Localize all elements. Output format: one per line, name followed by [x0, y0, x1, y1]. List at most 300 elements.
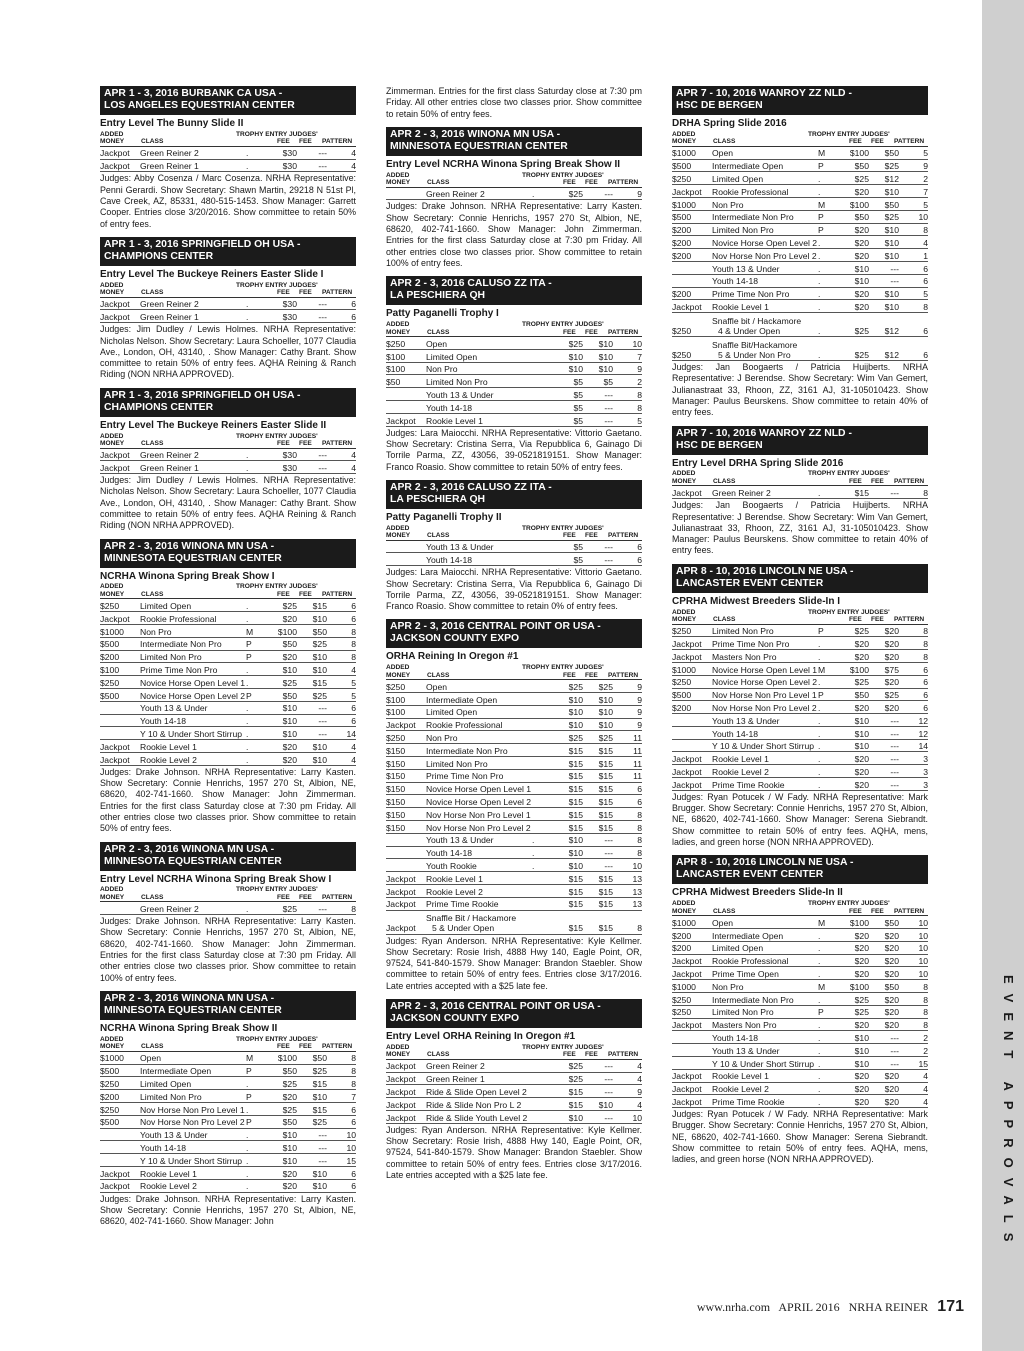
trophy-code: . — [818, 1018, 844, 1031]
added-money — [100, 701, 140, 714]
table-row — [672, 313, 928, 337]
class-name-line: Green Reiner 1 — [140, 161, 199, 172]
class-table — [386, 337, 642, 427]
class-name-line: Novice Horse Open Level 2 — [712, 677, 818, 688]
class-name-line: Nov Horse Non Pro Level 2 — [426, 822, 531, 833]
trophy-code: P — [246, 1115, 272, 1128]
entry-fee: $100 — [844, 147, 872, 159]
header-pattern: PATTERN — [322, 1043, 353, 1051]
added-money: $500 — [672, 159, 712, 172]
class-table-header — [672, 131, 928, 147]
pattern-number: 7 — [330, 1090, 356, 1103]
judges-fee: --- — [300, 727, 330, 740]
class-name-line: Green Reiner 2 — [140, 148, 199, 159]
trophy-code — [532, 910, 558, 934]
judges-fee: $20 — [872, 1095, 902, 1108]
judges-fee: $10 — [300, 752, 330, 765]
judges-fee: --- — [586, 413, 616, 426]
entry-fee: $25 — [558, 731, 586, 744]
trophy-code — [532, 1072, 558, 1085]
class-name — [426, 910, 532, 934]
class-name — [712, 223, 818, 236]
header-entry-fee: FEE — [563, 179, 576, 187]
class-name — [140, 689, 246, 702]
class-name-line: Intermediate Open — [712, 161, 784, 172]
class-name — [712, 714, 818, 727]
show-name: Patty Paganelli Trophy I — [386, 308, 499, 320]
judges-fee: $12 — [872, 337, 902, 361]
table-row — [100, 599, 356, 611]
trophy-code: M — [246, 625, 272, 638]
entry-fee: $15 — [558, 769, 586, 782]
table-row — [100, 689, 356, 702]
event-venue: LANCASTER EVENT CENTER — [676, 869, 824, 881]
judges-fee: $20 — [872, 992, 902, 1005]
class-name — [712, 249, 818, 262]
header-added: ADDED — [386, 321, 410, 329]
class-name-line: Green Reiner 1 — [140, 463, 199, 473]
class-name-line: Green Reiner 2 — [140, 450, 199, 461]
table-row — [672, 274, 928, 287]
class-name-line: Green Reiner 1 — [140, 312, 199, 323]
entry-fee: $10 — [844, 261, 872, 274]
entry-fee: $15 — [558, 1098, 586, 1111]
trophy-code: . — [532, 833, 558, 846]
table-row — [386, 884, 642, 897]
class-name-line: Non Pro — [140, 626, 172, 637]
class-name — [140, 1052, 246, 1064]
judges-fee: $15 — [586, 782, 616, 795]
judges-fee: $10 — [872, 287, 902, 300]
added-money: Jackpot — [672, 778, 712, 791]
event-header — [100, 539, 356, 568]
judges-fee: $15 — [586, 795, 616, 808]
entry-fee: $30 — [272, 147, 300, 159]
trophy-code — [532, 705, 558, 718]
trophy-code: . — [818, 1031, 844, 1044]
added-money: $1000 — [672, 980, 712, 993]
table-row — [100, 298, 356, 310]
header-pattern: PATTERN — [894, 616, 925, 624]
class-name-line-2: 4 & Under Open — [718, 326, 781, 337]
show-name: Entry Level The Bunny Slide II — [100, 118, 244, 129]
table-row — [386, 362, 642, 375]
entry-fee: $20 — [272, 740, 300, 753]
header-money: MONEY — [672, 907, 697, 915]
judges-fee: $25 — [586, 731, 616, 744]
event-date-location: APR 7 - 10, 2016 WANROY ZZ NLD - — [676, 88, 852, 99]
class-name-line: Non Pro — [712, 981, 744, 992]
trophy-code: P — [246, 689, 272, 702]
entry-fee: $20 — [844, 701, 872, 714]
trophy-code — [532, 872, 558, 885]
class-name — [712, 1056, 818, 1069]
pattern-number: 6 — [902, 662, 928, 675]
header-trophy-entry-judges: TROPHY ENTRY JUDGES' — [236, 432, 318, 440]
trophy-code: P — [818, 210, 844, 223]
class-name — [712, 147, 818, 159]
entry-fee: $20 — [844, 300, 872, 313]
added-money — [672, 726, 712, 739]
class-name — [712, 967, 818, 980]
class-name — [426, 362, 532, 375]
added-money: Jackpot — [672, 637, 712, 650]
added-money — [100, 714, 140, 727]
class-name-line-2: 5 & Under Non Pro — [718, 350, 791, 361]
class-name — [712, 688, 818, 701]
class-name — [140, 1064, 246, 1077]
added-money: Jackpot — [672, 300, 712, 313]
header-trophy-entry-judges: TROPHY ENTRY JUDGES' — [808, 130, 890, 138]
pattern-number: 4 — [902, 1095, 928, 1108]
table-row — [386, 693, 642, 706]
event-notes: Judges: Jim Dudley / Lewis Holmes. NRHA Representative: Nicholas Nelson. Show Secretary: Laura Schoeller, 1077 Claudia Ave., London, OH, 43140, . Show Manager: Cathy Brant. Show committee to retain 50% of entry fees. AQHA Reining & Ranch Riding (NON NRHA APPROVED). — [100, 475, 356, 531]
event-date-location: APR 2 - 3, 2016 CALUSO ZZ ITA - — [390, 481, 552, 493]
class-name — [140, 461, 246, 474]
table-row — [386, 769, 642, 782]
class-name-line: Youth 13 & Under — [426, 389, 494, 400]
judges-fee: --- — [872, 778, 902, 791]
pattern-number: 6 — [616, 782, 642, 795]
class-name — [712, 765, 818, 778]
entry-fee: $50 — [844, 159, 872, 172]
entry-fee: $25 — [844, 1005, 872, 1018]
header-class: CLASS — [713, 616, 736, 624]
header-added: ADDED — [386, 171, 410, 179]
entry-fee: $25 — [558, 1072, 586, 1085]
added-money: Jackpot — [386, 1098, 426, 1111]
entry-fee: $15 — [558, 756, 586, 769]
class-table-header — [386, 172, 642, 188]
class-name-line: Youth 13 & Under — [712, 715, 780, 726]
trophy-code: . — [246, 612, 272, 625]
judges-fee: $20 — [872, 967, 902, 980]
judges-fee: --- — [300, 1154, 330, 1167]
class-name-line: Prime Time Non Pro — [426, 771, 504, 782]
table-row — [100, 1154, 356, 1167]
header-added: ADDED — [100, 432, 124, 440]
table-row — [100, 676, 356, 689]
added-money: Jackpot — [100, 147, 140, 159]
trophy-code: P — [818, 159, 844, 172]
event-notes: Judges: Jan Boogaerts / Patricia Huijberts. NRHA Representative: J Berendse. Show Secretary: Wim Van Gemert, Julianastraat 33, Rhoon, ZZ, 3161 AJ, 31-105010423. Show Manager: Paulus Beurskens. Show committee to retain 40% of entry fees. — [672, 500, 928, 556]
class-name-line: Green Reiner 2 — [712, 488, 771, 499]
judges-fee: $10 — [300, 1090, 330, 1103]
entry-fee: $20 — [844, 752, 872, 765]
event-notes: Judges: Ryan Anderson. NRHA Representative: Kyle Kellmer. Show Secretary: Rosie Irish, 4888 Hwy 140, Eagle Point, OR, 97524, 541-840-1579. Show Manager: Brandon Staebler. Show committee to retain 50% of entry fees. Entries close 3/17/2016. Late entries accepted with a $25 late fee. — [386, 1124, 642, 1180]
class-name-line: Open — [426, 338, 448, 349]
entry-fee: $25 — [844, 992, 872, 1005]
class-name-line: Youth 14-18 — [140, 1142, 187, 1153]
judges-fee: --- — [300, 701, 330, 714]
judges-fee: --- — [586, 1085, 616, 1098]
judges-fee: $50 — [872, 980, 902, 993]
header-entry-fee: FEE — [849, 138, 862, 146]
table-row — [672, 765, 928, 778]
pattern-number: 9 — [616, 693, 642, 706]
entry-fee: $20 — [844, 249, 872, 262]
class-name-line: Youth 14-18 — [140, 716, 187, 727]
trophy-code: . — [818, 1095, 844, 1108]
pattern-number: 2 — [902, 1044, 928, 1057]
header-money: MONEY — [386, 328, 411, 336]
added-money: $150 — [386, 756, 426, 769]
added-money: $1000 — [672, 147, 712, 159]
trophy-code: . — [818, 486, 844, 498]
pattern-number: 10 — [616, 1111, 642, 1124]
trophy-code: . — [818, 261, 844, 274]
entry-fee: $10 — [844, 1044, 872, 1057]
judges-fee: $10 — [300, 650, 330, 663]
pattern-number: 10 — [902, 210, 928, 223]
table-row — [100, 625, 356, 638]
class-name-line: Masters Non Pro — [712, 1020, 777, 1031]
class-name — [426, 769, 532, 782]
class-name — [426, 884, 532, 897]
footer-url[interactable]: www.nrha.com — [696, 1300, 771, 1314]
header-pattern: PATTERN — [894, 907, 925, 915]
table-row — [672, 337, 928, 361]
trophy-code: M — [818, 662, 844, 675]
event-venue: LANCASTER EVENT CENTER — [676, 577, 824, 589]
added-money — [386, 846, 426, 859]
entry-fee: $15 — [558, 1085, 586, 1098]
event-notes: Judges: Drake Johnson. NRHA Representative: Larry Kasten. Show Secretary: Connie Henrichs, 1957 270 St, Albion, NE, 68620, 402-741-1660. Show Manager: John Zimmerman. Entries for the first class Saturday close at 7:30 pm Friday. All other entries close two classes prior. Show committee to retain 100% of entry fees. — [100, 916, 356, 983]
class-name-line: Limited Open — [140, 1078, 192, 1089]
header-judges-fee: FEE — [299, 138, 312, 146]
show-name: Entry Level The Buckeye Reiners Easter Slide I — [100, 268, 324, 280]
event-notes: Judges: Drake Johnson. NRHA Representative: Larry Kasten. Show Secretary: Connie Henrichs, 1957 270 St, Albion, NE, 68620, 402-741-1660. Show Manager: John Zimmerman. Entries for the first class Saturday close at 7:30 pm Friday. All other entries close two classes prior. Show committee to retain 50% of entry fees. — [100, 766, 356, 834]
header-trophy-entry-judges: TROPHY ENTRY JUDGES' — [236, 130, 318, 138]
header-class: CLASS — [141, 893, 164, 901]
event-date-location: APR 2 - 3, 2016 CALUSO ZZ ITA - — [390, 278, 552, 290]
class-name — [426, 680, 532, 692]
event-venue: MINNESOTA EQUESTRIAN CENTER — [104, 552, 282, 564]
entry-fee: $50 — [272, 1115, 300, 1128]
class-name — [712, 701, 818, 714]
class-name — [140, 1154, 246, 1167]
class-name — [426, 795, 532, 808]
pattern-number: 12 — [902, 726, 928, 739]
event-listing — [100, 991, 356, 1227]
event-date-location: APR 8 - 10, 2016 LINCOLN NE USA - — [676, 857, 854, 869]
entry-fee: $50 — [272, 1064, 300, 1077]
table-row — [672, 701, 928, 714]
class-name-line: Prime Time Non Pro — [140, 665, 218, 676]
entry-fee: $20 — [272, 752, 300, 765]
pattern-number: 6 — [330, 1102, 356, 1115]
pattern-number: 6 — [330, 298, 356, 310]
event-venue: HSC DE BERGEN — [676, 439, 763, 451]
class-name-line: Limited Non Pro — [426, 758, 488, 769]
class-name-line: Masters Non Pro — [712, 651, 777, 662]
trophy-code: . — [818, 1069, 844, 1082]
entry-fee: $100 — [844, 197, 872, 210]
header-class: CLASS — [427, 532, 450, 540]
class-name-line: Novice Horse Open Level 1 — [426, 784, 532, 795]
event-header — [100, 237, 356, 266]
entry-fee: $25 — [844, 313, 872, 337]
added-money: $250 — [100, 676, 140, 689]
pattern-number: 8 — [616, 820, 642, 833]
added-money: $100 — [386, 705, 426, 718]
class-name — [712, 261, 818, 274]
class-name — [140, 625, 246, 638]
table-row — [386, 859, 642, 872]
pattern-number: 8 — [330, 637, 356, 650]
table-row — [672, 1031, 928, 1044]
added-money: $250 — [100, 1077, 140, 1090]
entry-fee: $15 — [558, 910, 586, 934]
header-trophy-entry-judges: TROPHY ENTRY JUDGES' — [522, 171, 604, 179]
entry-fee: $20 — [844, 236, 872, 249]
class-name — [712, 954, 818, 967]
class-name — [426, 718, 532, 731]
judges-fee: --- — [586, 401, 616, 414]
judges-fee: --- — [586, 1111, 616, 1124]
pattern-number: 4 — [616, 1060, 642, 1072]
pattern-number: 6 — [330, 599, 356, 611]
trophy-code: . — [246, 1154, 272, 1167]
class-name-line: Y 10 & Under Short Stirrup — [140, 1155, 243, 1166]
trophy-code: . — [246, 449, 272, 461]
entry-fee: $20 — [844, 778, 872, 791]
header-money: MONEY — [100, 440, 125, 448]
entry-fee: $10 — [558, 693, 586, 706]
added-money — [386, 541, 426, 553]
pattern-number: 11 — [616, 769, 642, 782]
event-date-location: APR 1 - 3, 2016 SPRINGFIELD OH USA - — [104, 238, 301, 250]
class-name-line: Novice Horse Open Level 2 — [426, 797, 532, 808]
added-money: $100 — [386, 693, 426, 706]
table-row — [672, 223, 928, 236]
added-money: Jackpot — [100, 461, 140, 474]
table-row — [100, 1179, 356, 1192]
trophy-code — [532, 782, 558, 795]
entry-fee: $25 — [844, 625, 872, 637]
judges-fee: $25 — [300, 637, 330, 650]
event-date-location: APR 2 - 3, 2016 CENTRAL POINT OR USA - — [390, 1001, 601, 1013]
trophy-code: . — [532, 846, 558, 859]
added-money: $250 — [386, 680, 426, 692]
judges-fee: $20 — [872, 941, 902, 954]
trophy-code — [532, 349, 558, 362]
trophy-code: . — [246, 714, 272, 727]
trophy-code — [532, 897, 558, 910]
event-notes: Judges: Lara Maiocchi. NRHA Representative: Vittorio Gaetano. Show Secretary: Cristina Serra, Via Repubblica 6, Gainago Di Torrile Parma, ZZ, 43056, 39-0521819151. Show Manager: Franco Roasio. Show committee to retain 50% of entry fees. — [386, 427, 642, 472]
page-footer — [697, 1298, 964, 1316]
pattern-number: 4 — [902, 1069, 928, 1082]
judges-fee: $15 — [300, 1102, 330, 1115]
show-name: ORHA Reining In Oregon #1 — [386, 651, 519, 663]
added-money: $1000 — [672, 197, 712, 210]
pattern-number: 8 — [902, 637, 928, 650]
table-row — [100, 1102, 356, 1115]
entry-fee: $10 — [558, 349, 586, 362]
class-name-line: Limited Non Pro — [140, 1091, 202, 1102]
trophy-code: . — [818, 928, 844, 941]
header-money: MONEY — [100, 1043, 125, 1051]
pattern-number: 8 — [902, 486, 928, 498]
header-entry-fee: FEE — [563, 1051, 576, 1059]
entry-fee: $25 — [844, 337, 872, 361]
trophy-code: . — [246, 902, 272, 914]
added-money: $50 — [386, 375, 426, 388]
class-name-line: Rookie Level 1 — [712, 302, 769, 313]
show-name: Entry Level NCRHA Winona Spring Break Show II — [386, 158, 621, 170]
class-name — [712, 726, 818, 739]
class-name — [426, 820, 532, 833]
pattern-number: 8 — [902, 650, 928, 663]
trophy-code: . — [818, 236, 844, 249]
footer-issue: APRIL 2016 — [778, 1300, 840, 1314]
trophy-code — [532, 362, 558, 375]
added-money: $150 — [386, 744, 426, 757]
class-name — [140, 1090, 246, 1103]
event-date-location: APR 7 - 10, 2016 WANROY ZZ NLD - — [676, 427, 852, 439]
pattern-number: 11 — [616, 731, 642, 744]
class-name-line: Y 10 & Under Short Stirrup — [712, 741, 815, 752]
judges-fee: --- — [300, 159, 330, 172]
entry-fee: $20 — [844, 637, 872, 650]
class-name — [140, 1166, 246, 1179]
judges-fee: $12 — [872, 172, 902, 185]
class-table-header — [386, 1044, 642, 1060]
header-trophy-entry-judges: TROPHY ENTRY JUDGES' — [236, 1035, 318, 1043]
judges-fee: $25 — [872, 688, 902, 701]
header-pattern: PATTERN — [894, 138, 925, 146]
class-name-line: Rookie Level 2 — [712, 766, 769, 777]
pattern-number: 2 — [616, 375, 642, 388]
class-name-line: Youth 14-18 — [712, 728, 759, 739]
judges-fee: $10 — [300, 663, 330, 676]
table-row — [100, 752, 356, 765]
judges-fee: --- — [872, 261, 902, 274]
added-money: $100 — [100, 663, 140, 676]
event-venue: HSC DE BERGEN — [676, 100, 763, 111]
entry-fee: $15 — [558, 884, 586, 897]
class-name — [426, 705, 532, 718]
event-notes: Judges: Drake Johnson. NRHA Representative: Larry Kasten. Show Secretary: Connie Henrichs, 1957 270 St, Albion, NE, 68620, 402-741-1660. Show Manager: John Zimmerman. Entries for the first class Saturday close at 7:30 pm Friday. All other entries close two classes prior. Show committee to retain 100% of entry fees. — [386, 201, 642, 268]
trophy-code: . — [818, 967, 844, 980]
table-row — [386, 756, 642, 769]
judges-fee: $10 — [586, 705, 616, 718]
header-money: MONEY — [100, 289, 125, 297]
table-row — [672, 197, 928, 210]
entry-fee: $30 — [272, 159, 300, 172]
header-class: CLASS — [713, 138, 736, 146]
pattern-number: 8 — [616, 808, 642, 821]
judges-fee: $15 — [586, 820, 616, 833]
table-row — [672, 662, 928, 675]
class-name-line: Novice Horse Open Level 1 — [712, 664, 818, 675]
column-1 — [100, 86, 356, 1227]
show-name: NCRHA Winona Spring Break Show I — [100, 570, 275, 582]
event-header — [100, 388, 356, 417]
trophy-code: . — [818, 992, 844, 1005]
class-name-line: Nov Horse Non Pro Level 1 — [426, 809, 531, 820]
pattern-number: 6 — [330, 1115, 356, 1128]
judges-fee: $15 — [586, 756, 616, 769]
table-row — [672, 980, 928, 993]
trophy-code: . — [246, 1102, 272, 1115]
pattern-number: 8 — [616, 846, 642, 859]
added-money: Jackpot — [386, 872, 426, 885]
header-added: ADDED — [386, 664, 410, 672]
class-name — [426, 553, 532, 566]
table-row — [672, 928, 928, 941]
header-entry-fee: FEE — [563, 671, 576, 679]
